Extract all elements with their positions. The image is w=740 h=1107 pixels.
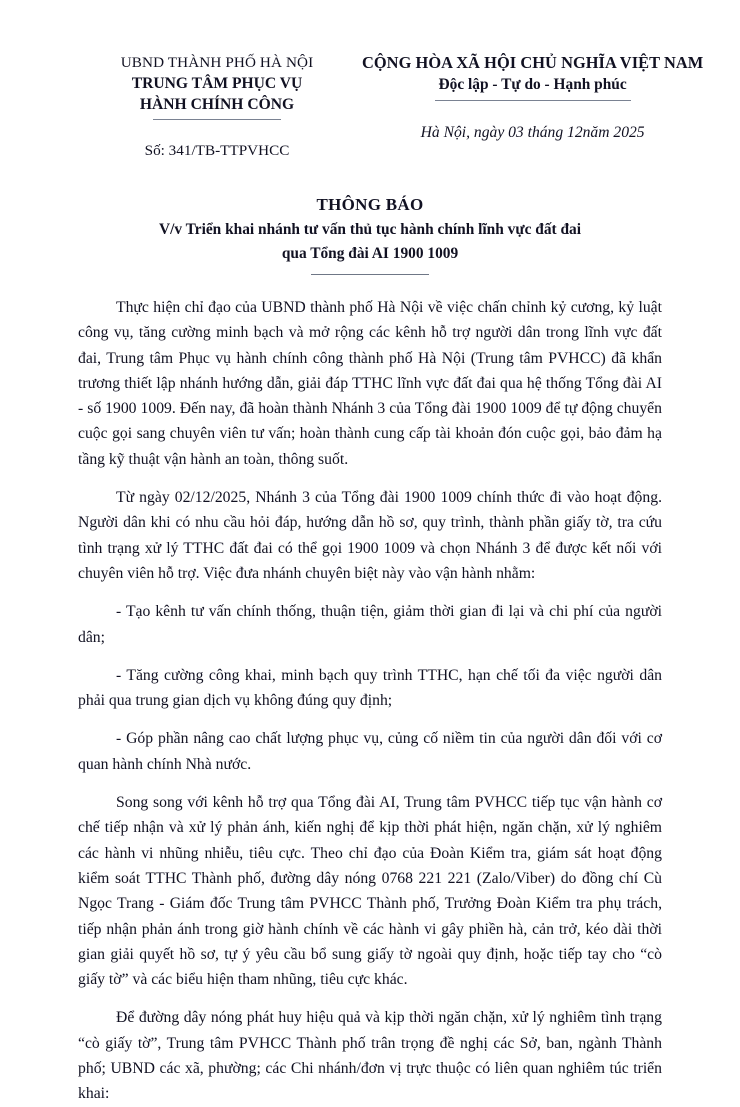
body-paragraph: Từ ngày 02/12/2025, Nhánh 3 của Tổng đài 1900 1009 chính thức đi vào hoạt động. Người dân khi có nhu cầu hỏi đáp, hướng dẫn hồ sơ, quy trình, thành phần giấy tờ, tra cứu tình trạng xử lý TTHC đất đai có thể gọi 1900 1009 và chọn Nhánh 3 để được kết nối với chuyên viên hỗ trợ. Việc đưa nhánh chuyên biệt này vào vận hành nhằm: xyxy=(78,489,662,582)
body-bullet-item: - Góp phần nâng cao chất lượng phục vụ, củng cố niềm tin của người dân đối với cơ quan hành chính Nhà nước. xyxy=(78,730,662,773)
authority-name-line-2: HÀNH CHÍNH CÔNG xyxy=(139,96,295,113)
document-body xyxy=(78,295,662,1107)
document-number: Số: 341/TB-TTPVHCC xyxy=(144,142,290,159)
place-and-date: Hà Nội, ngày 03 tháng 12năm 2025 xyxy=(420,124,645,141)
country-name-line: CỘNG HÒA XÃ HỘI CHỦ NGHĨA VIỆT NAM xyxy=(362,53,704,72)
body-paragraph: Song song với kênh hỗ trợ qua Tổng đài AI, Trung tâm PVHCC tiếp tục vận hành cơ chế tiếp nhận và xử lý phản ánh, kiến nghị để kịp thời phát hiện, ngăn chặn, xử lý nghiêm các hành vi nhũng nhiễu, tiêu cực. Theo chỉ đạo của Đoàn Kiểm tra, giám sát hoạt động kiểm soát TTHC Thành phố, đường dây nóng 0768 221 221 (Zalo/Viber) do đồng chí Cù Ngọc Trang - Giám đốc Trung tâm PVHCC Thành phố, Trưởng Đoàn Kiểm tra phụ trách, tiếp nhận phản ánh trong giờ hành chính về các hành vi gây phiền hà, cản trở, kéo dài thời gian giải quyết hồ sơ, tự ý yêu cầu bổ sung giấy tờ ngoài quy định, hoặc tiếp tay cho “cò giấy tờ” và các biểu hiện tham nhũng, tiêu cực khác. xyxy=(78,794,662,989)
issuing-authority-block xyxy=(78,52,356,161)
authority-name-line-1: TRUNG TÂM PHỤC VỤ xyxy=(131,75,303,92)
body-bullet-item: - Tạo kênh tư vấn chính thống, thuận tiện, giảm thời gian đi lại và chi phí của người dân; xyxy=(78,603,662,646)
body-bullet-item: - Tăng cường công khai, minh bạch quy trình TTHC, hạn chế tối đa việc người dân phải qua trung gian dịch vụ không đúng quy định; xyxy=(78,666,662,710)
national-heading-block xyxy=(356,52,703,143)
motto-underline-rule xyxy=(435,100,631,101)
title-underline-rule xyxy=(311,274,429,275)
document-title-block xyxy=(78,193,662,275)
document-subject-line-1: V/v Triển khai nhánh tư vấn thủ tục hành chính lĩnh vực đất đai xyxy=(158,221,582,238)
document-subject-line-2: qua Tổng đài AI 1900 1009 xyxy=(281,245,459,262)
body-paragraph: Để đường dây nóng phát huy hiệu quả và kịp thời ngăn chặn, xử lý nghiêm tình trạng “cò giấy tờ”, Trung tâm PVHCC Thành phố trân trọng đề nghị các Sở, ban, ngành Thành phố; UBND các xã, phường; các Chi nhánh/đơn vị trực thuộc có liên quan nghiêm túc triển khai: xyxy=(78,1009,662,1103)
national-motto-line: Độc lập - Tự do - Hạnh phúc xyxy=(438,76,627,93)
document-type-title: THÔNG BÁO xyxy=(316,195,424,214)
body-paragraph: Thực hiện chỉ đạo của UBND thành phố Hà Nội về việc chấn chỉnh kỷ cương, kỷ luật công vụ, tăng cường minh bạch và mở rộng các kênh hỗ trợ người dân trong lĩnh vực đất đai, Trung tâm Phục vụ hành chính công thành phố Hà Nội (Trung tâm PVHCC) đã khẩn trương thiết lập nhánh hướng dẫn, giải đáp TTHC lĩnh vực đất đai qua hệ thống Tổng đài AI - số 1900 1009. Đến nay, đã hoàn thành Nhánh 3 của Tổng đài 1900 1009 để tự động chuyển cuộc gọi sang chuyên viên tư vấn; hoàn thành cung cấp tài khoản đón cuộc gọi, bảo đảm hạ tầng kỹ thuật vận hành an toàn, thông suốt. xyxy=(78,299,662,468)
authority-parent-line: UBND THÀNH PHỐ HÀ NỘI xyxy=(120,54,314,71)
authority-underline-rule xyxy=(153,119,281,120)
document-header xyxy=(78,52,704,161)
